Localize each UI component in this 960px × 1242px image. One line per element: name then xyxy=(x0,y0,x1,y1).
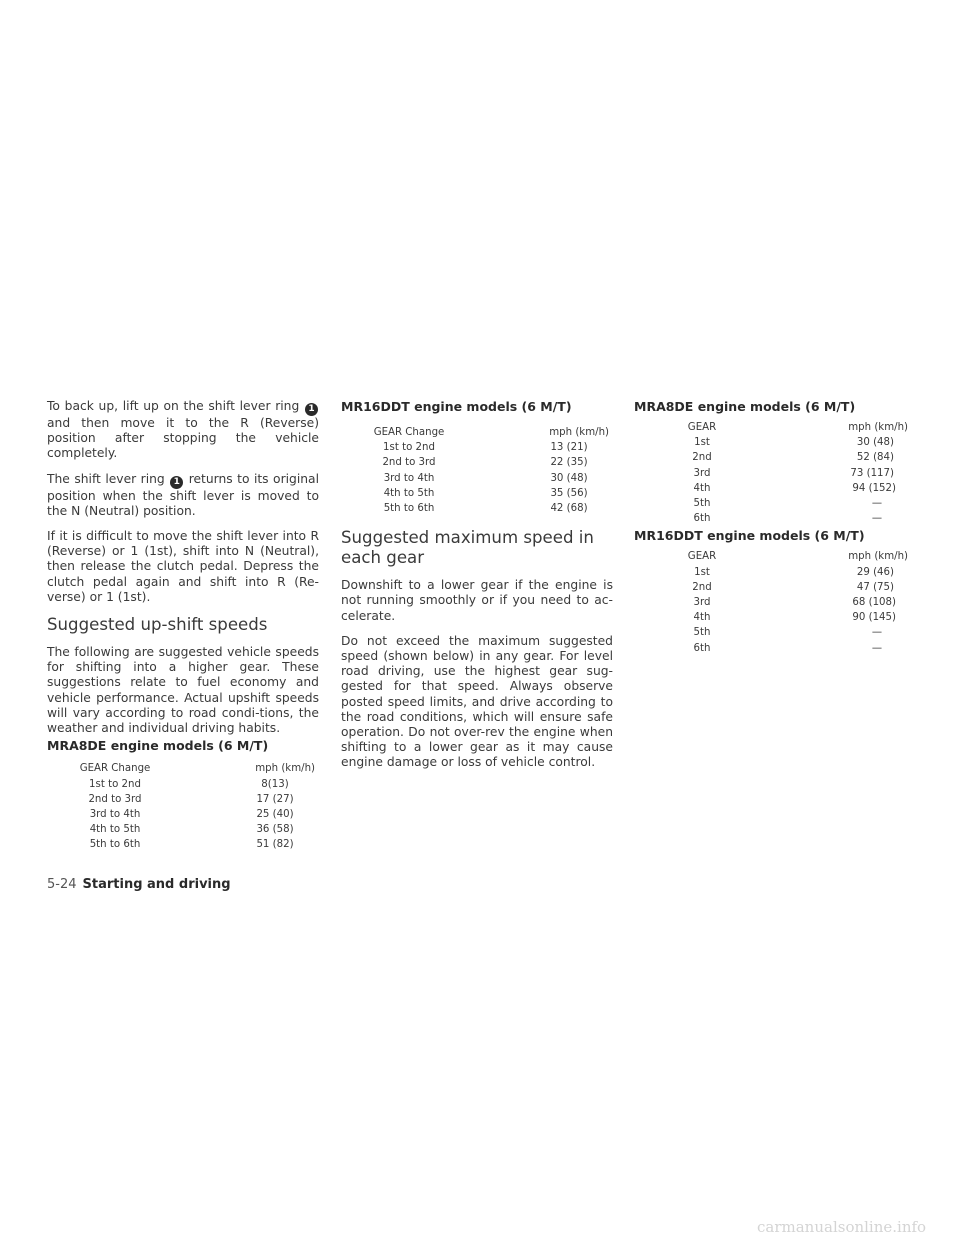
page-footer xyxy=(47,876,231,894)
speed-cell: 42 (68) xyxy=(550,503,588,515)
gear-cell: 1st xyxy=(694,437,710,449)
table-row xyxy=(662,580,908,595)
speed-cell: — xyxy=(871,627,882,639)
speed-cell: 17 (27) xyxy=(256,793,294,805)
table-header-row xyxy=(369,425,609,440)
paragraph-lever-ring xyxy=(47,472,319,519)
paragraph-back-up xyxy=(47,399,319,462)
speed-cell: 30 (48) xyxy=(856,437,894,449)
max-speed-table-mra8de xyxy=(662,420,908,526)
table-header-row xyxy=(662,549,908,564)
table-row xyxy=(75,792,315,807)
gear-cell: 5th to 6th xyxy=(89,839,141,851)
column-header-gear: GEAR xyxy=(687,422,717,434)
gear-cell: 4th to 5th xyxy=(383,487,435,499)
gear-cell: 2nd xyxy=(692,581,712,593)
table-row xyxy=(75,822,315,837)
column-header-speed: mph (km/h) xyxy=(255,763,315,775)
table-row xyxy=(369,455,609,470)
table-row xyxy=(662,640,908,655)
column-header-gear: GEAR Change xyxy=(373,427,445,439)
table-row xyxy=(662,625,908,640)
table-row xyxy=(75,807,315,822)
table-row xyxy=(369,471,609,486)
gear-cell: 6th xyxy=(693,642,711,654)
gear-cell: 2nd to 3rd xyxy=(382,457,436,469)
paragraph-upshift-intro: The following are suggested vehicle speeds for shifting into a higher gear. These suggestions relate to fuel economy and vehicle performance. Actual upshift speeds will vary according to road condi-tions, the weather and individual driving habits. xyxy=(47,645,319,736)
speed-cell: 8(13) xyxy=(261,778,289,790)
speed-cell: 73 (117) xyxy=(850,467,894,479)
max-speed-table-mr16ddt xyxy=(662,549,908,655)
column-right xyxy=(634,399,912,656)
gear-cell: 3rd to 4th xyxy=(383,472,435,484)
callout-marker-1: 1 xyxy=(170,476,183,489)
table-row xyxy=(662,466,908,481)
speed-cell: 94 (152) xyxy=(852,482,896,494)
speed-cell: 35 (56) xyxy=(550,487,588,499)
upshift-table-mr16ddt xyxy=(369,425,609,516)
gear-cell: 5th xyxy=(693,498,711,510)
gear-cell: 3rd xyxy=(693,467,711,479)
speed-cell: 68 (108) xyxy=(852,596,896,608)
table-row xyxy=(662,481,908,496)
gear-cell: 2nd to 3rd xyxy=(88,793,142,805)
gear-cell: 1st to 2nd xyxy=(89,778,141,790)
speed-cell: 22 (35) xyxy=(550,457,588,469)
table-row xyxy=(369,440,609,455)
section-heading-upshift: Suggested up-shift speeds xyxy=(47,615,268,635)
paragraph-text: returns to its original position when the shift lever is moved to the N (Neutral) position. xyxy=(47,471,320,518)
paragraph-text: The shift lever ring xyxy=(47,471,165,486)
gear-cell: 2nd xyxy=(692,452,712,464)
subheading-mra8de-max: MRA8DE engine models (6 M/T) xyxy=(634,399,856,414)
paragraph-text: and then move it to the R (Reverse) position after stopping the vehicle completely. xyxy=(47,416,319,461)
table-row xyxy=(369,501,609,516)
subheading-mra8de-upshift: MRA8DE engine models (6 M/T) xyxy=(47,738,269,754)
subheading-mr16ddt-max: MR16DDT engine models (6 M/T) xyxy=(634,528,865,544)
gear-cell: 5th to 6th xyxy=(383,503,435,515)
gear-cell: 4th to 5th xyxy=(89,824,141,836)
callout-marker-1: 1 xyxy=(305,403,318,416)
speed-cell: 51 (82) xyxy=(256,839,294,851)
table-row xyxy=(75,776,315,791)
column-header-speed: mph (km/h) xyxy=(549,427,609,439)
table-header-row xyxy=(75,761,315,776)
speed-cell: 52 (84) xyxy=(856,452,894,464)
speed-cell: — xyxy=(871,642,882,654)
speed-cell: 47 (75) xyxy=(856,581,894,593)
column-header-speed: mph (km/h) xyxy=(848,422,908,434)
table-row xyxy=(662,450,908,465)
speed-cell: 36 (58) xyxy=(256,824,294,836)
gear-cell: 4th xyxy=(693,482,711,494)
page-number: 5-24 xyxy=(47,877,77,892)
column-header-gear: GEAR Change xyxy=(79,763,151,775)
gear-cell: 1st xyxy=(694,566,710,578)
table-row xyxy=(75,837,315,852)
table-row xyxy=(662,595,908,610)
paragraph-text: To back up, lift up on the shift lever ring xyxy=(47,399,300,413)
table-row xyxy=(662,565,908,580)
column-header-gear: GEAR xyxy=(687,551,717,563)
paragraph-difficult-shift: If it is difficult to move the shift lever into R (Reverse) or 1 (1st), shift into N (Neutral), then release the clutch pedal. Depress the clutch pedal again and shift into R (Re-verse) or 1 (1st). xyxy=(47,529,319,604)
speed-cell: — xyxy=(871,498,882,510)
speed-cell: — xyxy=(871,513,882,525)
speed-cell: 25 (40) xyxy=(256,808,294,820)
table-header-row xyxy=(662,420,908,435)
table-row xyxy=(662,511,908,526)
gear-cell: 6th xyxy=(693,513,711,525)
watermark: carmanualsonline.info xyxy=(757,1218,927,1236)
table-row xyxy=(662,610,908,625)
section-heading-max-speed: Suggested maximum speed in each gear xyxy=(341,528,594,568)
column-middle xyxy=(341,399,613,771)
subheading-mr16ddt-upshift: MR16DDT engine models (6 M/T) xyxy=(341,399,572,414)
gear-cell: 5th xyxy=(693,627,711,639)
gear-cell: 1st to 2nd xyxy=(383,442,435,454)
gear-cell: 4th xyxy=(693,612,711,624)
paragraph-max-speed: Do not exceed the maximum suggested speed (shown below) in any gear. For level road driving, use the highest gear sug-gested for that speed. Always observe posted speed limits, and drive according to the road conditions, which will ensure safe operation. Do not over-rev the engine when shifting to a lower gear as it may cause engine damage or loss of vehicle control. xyxy=(341,633,613,770)
paragraph-downshift: Downshift to a lower gear if the engine is not running smoothly or if you need to ac-celerate. xyxy=(341,578,613,623)
table-row xyxy=(662,435,908,450)
column-left xyxy=(47,399,319,852)
gear-cell: 3rd xyxy=(693,596,711,608)
speed-cell: 29 (46) xyxy=(856,566,894,578)
speed-cell: 90 (145) xyxy=(852,612,896,624)
upshift-table-mra8de xyxy=(75,761,315,852)
table-row xyxy=(369,486,609,501)
speed-cell: 13 (21) xyxy=(550,442,588,454)
speed-cell: 30 (48) xyxy=(550,472,588,484)
gear-cell: 3rd to 4th xyxy=(89,808,141,820)
column-header-speed: mph (km/h) xyxy=(848,551,908,563)
table-row xyxy=(662,496,908,511)
chapter-title: Starting and driving xyxy=(82,877,231,892)
